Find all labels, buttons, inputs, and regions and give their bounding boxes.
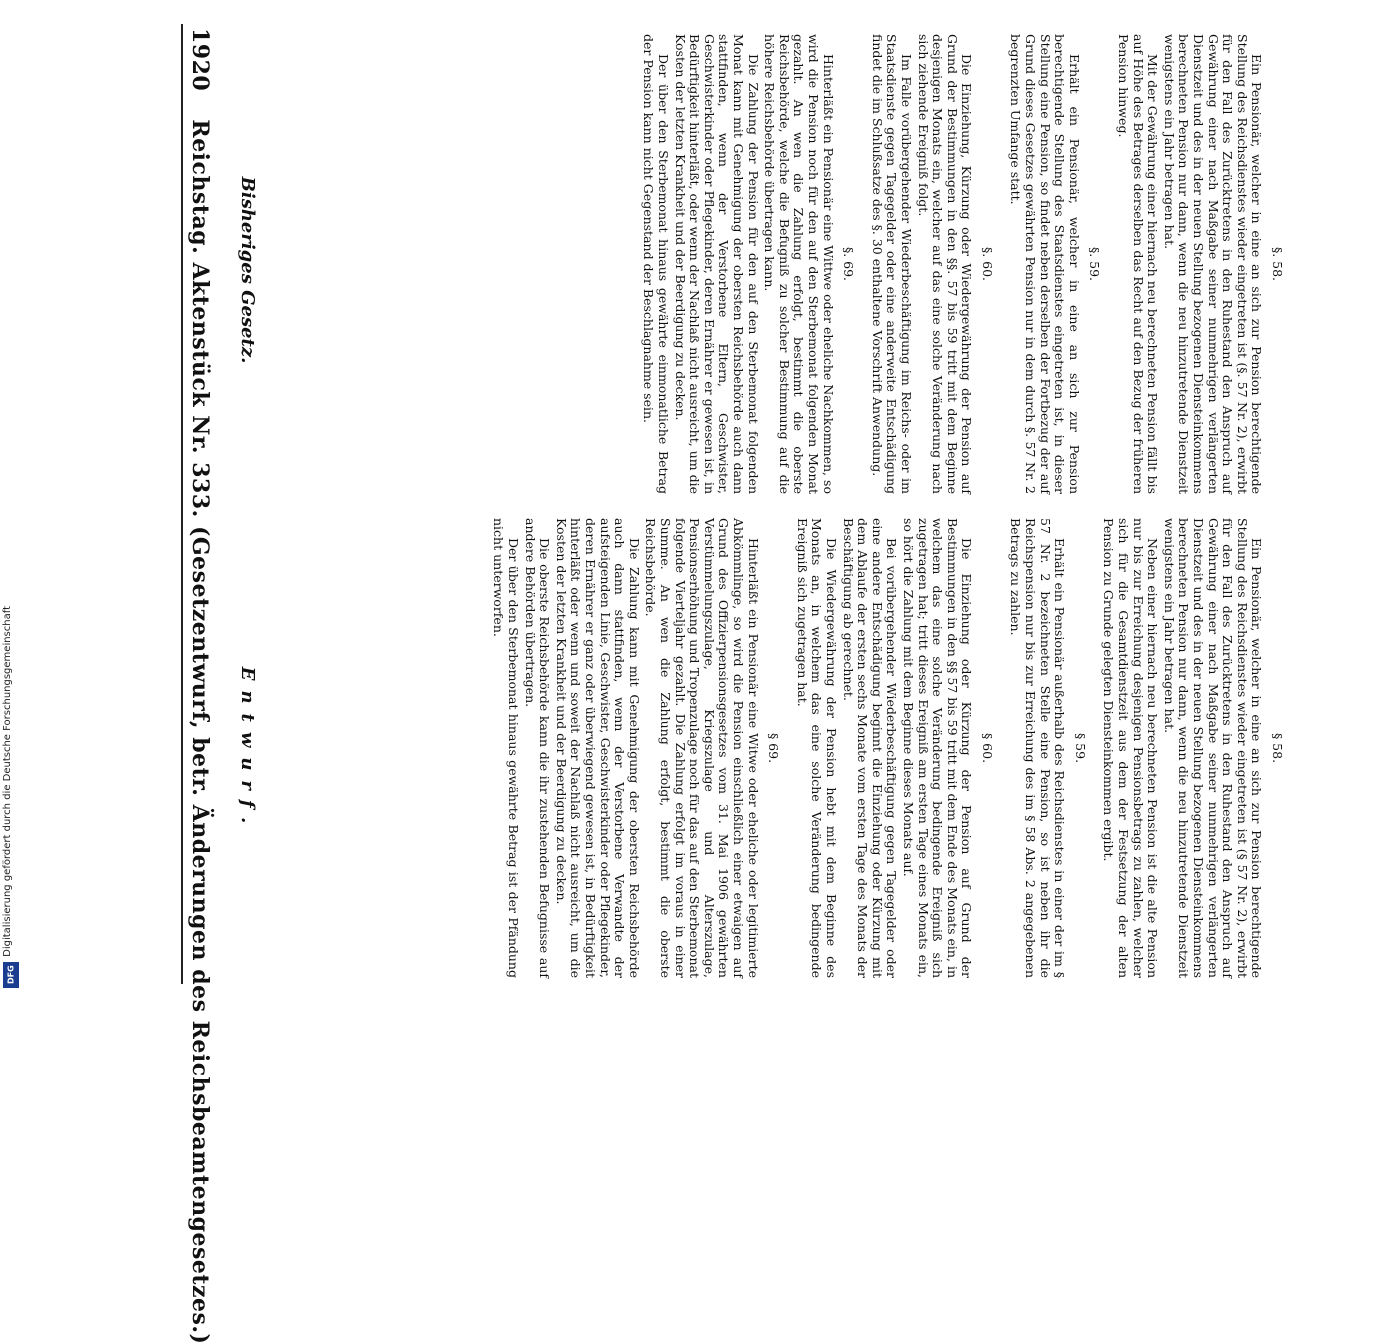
paragraph: Der über den Sterbemonat hinaus gewährte einmonatliche Betrag der Pension kann nicht Gegenstand der Beschlagnahme sein.: [641, 34, 672, 494]
left-column-title: Bisheriges Gesetz.: [237, 176, 258, 364]
paragraph: Erhält ein Pensionär außerhalb des Reichsdienstes in einer der im § 57 Nr. 2 bezeichneten Stelle eine Pension, so ist neben ihr die Reichspension nur bis zur Erreichung des im § 58 Abs. 2 angegebenen Betrags zu zahlen.: [1008, 518, 1068, 978]
paragraph: Im Falle vorübergehender Wiederbeschäftigung im Reichs- oder im Staatsdienste gegen Tagegelder oder eine anderweite Entschädigung findet die im Schlußsatze des §. 30 enthaltene Vorschrift Anwendung.: [869, 34, 914, 494]
paragraph: Die Einziehung oder Kürzung der Pension auf Grund der Bestimmungen in den §§ 57 bis 59 tritt mit dem Ende des Monats ein, in welchem das eine solche Veränderung bedingende Ereigniß sich zugetragen hat; tritt dieses Ereigniß am ersten Tage eines Monats ein, so hört die Zahlung mit dem Beginne dieses Monats auf.: [900, 518, 975, 978]
dfg-logo: DFG: [3, 962, 19, 988]
paragraph: Erhält ein Pensionär, welcher in eine an sich zur Pension berechtigende Stellung des Staatsdienstes eingetreten ist, in dieser Stellung eine Pension, so findet neben derselben der Fortbezug der auf Grund dieses Gesetzes gewährten Pension nur in dem durch §. 57 Nr. 2 begrenzten Umfange statt.: [1008, 34, 1082, 494]
section-heading: §. 59.: [1087, 246, 1103, 282]
section-heading: §. 69.: [841, 246, 857, 282]
section-heading: § 58.: [1270, 732, 1285, 764]
paragraph: Die Einziehung, Kürzung oder Wiedergewährung der Pension auf Grund der Bestimmungen in den §§. 57 bis 59 tritt mit dem Beginne desjenigen Monats ein, welcher auf das eine solche Veränderung nach sich ziehende Ereigniß folgt.: [915, 34, 975, 494]
paragraph: Ein Pensionär, welcher in eine an sich zur Pension berechtigende Stellung des Reichsdienstes wieder eingetreten ist (§ 57 Nr. 2), erwirbt für den Fall des Zurücktretens in den Ruhestand den Anspruch auf Gewährung einer nach Maßgabe seiner nunmehrigen verlängerten Dienstzeit und des in der neuen Stellung bezogenen Diensteinkommens berechneten Pension nur dann, wenn die neu hinzutretende Dienstzeit wenigstens ein Jahr betragen hat.: [1161, 518, 1265, 978]
digitization-credit: Digitalisierung gefördert durch die Deutsche Forschungsgemeinschaft: [2, 606, 13, 957]
header-rule: [181, 24, 183, 984]
right-column: [489, 518, 1298, 978]
page-header: [187, 28, 213, 1344]
paragraph: Die Zahlung der Pension für den auf den Sterbemonat folgenden Monat kann mit Genehmigung der obersten Reichsbehörde auch dann stattfinden, wenn der Verstorbene Eltern, Geschwister, Geschwisterkinder oder Pflegekinder, deren Ernährer er gewesen ist, in Bedürftigkeit hinterläßt, oder wenn der Nachlaß nicht ausreicht, um die Kosten der letzten Krankheit und der Beerdigung zu decken.: [672, 34, 761, 494]
paragraph: Die Zahlung kann mit Genehmigung der obersten Reichsbehörde auch dann stattfinden, wenn der Verstorbene Verwandte der aufsteigenden Linie, Geschwister, Geschwisterkinder oder Pflegekinder, deren Ernährer er ganz oder überwiegend gewesen ist, in Bedürftigkeit hinterläßt oder wenn und soweit der Nachlaß nicht ausreicht, um die Kosten der letzten Krankheit und der Beerdigung zu decken.: [553, 518, 642, 978]
paragraph: Der über den Sterbemonat hinaus gewährte Betrag ist der Pfändung nicht unterworfen.: [491, 518, 522, 978]
paragraph: Hinterläßt ein Pensionär eine Wittwe oder eheliche Nachkommen, so wird die Pension noch für den auf den Sterbemonat folgenden Monat gezahlt. An wen die Zahlung erfolgt, bestimmt die oberste Reichsbehörde, welche die Befugniß zu solcher Bestimmung auf die höhere Reichsbehörde übertragen kann.: [762, 34, 836, 494]
left-column: [639, 34, 1298, 494]
paragraph: Die Wiedergewährung der Pension hebt mit dem Beginne des Monats an, in welchem das eine solche Veränderung bedingende Ereigniß sich zugetragen hat.: [794, 518, 839, 978]
paragraph: Ein Pensionär, welcher in eine an sich zur Pension berechtigende Stellung des Reichsdienstes wieder eingetreten ist (§. 57 Nr. 2), erwirbt für den Fall des Zurücktretens in den Ruhestand den Anspruch auf Gewährung einer nach Maßgabe seiner nunmehrigen verlängerten Dienstzeit und des in der neuen Stellung bezogenen Diensteinkommens berechneten Pension nur dann, wenn die neu hinzutretende Dienstzeit wenigstens ein Jahr betragen hat.: [1161, 34, 1265, 494]
paragraph: Die oberste Reichsbehörde kann die ihr zustehenden Befugnisse auf andere Behörden übertragen.: [522, 518, 553, 978]
section-heading: §. 60.: [979, 246, 995, 282]
right-column-title: Entwurf.: [237, 666, 258, 834]
paragraph: Bei vorübergehender Wiederbeschäftigung gegen Tagegelder oder eine andere Entschädigung beginnt die Einziehung oder Kürzung mit dem Ablaufe der ersten sechs Monate vom ersten Tage des Monats der Beschäftigung ab gerechnet.: [840, 518, 900, 978]
section-heading: §. 58.: [1270, 246, 1285, 282]
section-heading: § 60.: [979, 732, 995, 764]
page-year: 1920: [187, 28, 213, 92]
paragraph: Mit der Gewährung einer hiernach neu berechneten Pension fällt bis auf Höhe des Betrages derselben das Recht auf den Bezug der früheren Pension hinweg.: [1116, 34, 1161, 494]
section-heading: § 69.: [766, 732, 782, 764]
paragraph: Hinterläßt ein Pensionär eine Witwe oder eheliche oder legitimierte Abkömmlinge, so wird die Pension einschließlich einer etwaigen auf Grund des Offizierpensionsgesetzes vom 31. Mai 1906 gewährten Verstümmelungszulage, Kriegszulage und Alterszulage, Pensionserhöhung und Tropenzulage noch für das auf den Sterbemonat folgende Vierteljahr gezahlt. Die Zahlung erfolgt im voraus in einer Summe. An wen die Zahlung erfolgt, bestimmt die oberste Reichsbehörde.: [643, 518, 761, 978]
paragraph: Neben einer hiernach neu berechneten Pension ist die alte Pension nur bis zur Erreichung desjenigen Pensionsbetrags zu zahlen, welcher sich für die Gesamtdienstzeit aus dem der Festsetzung der alten Pension zu Grunde gelegten Diensteinkommen ergibt.: [1101, 518, 1161, 978]
page-title: Reichstag. Aktenstück Nr. 333. (Gesetzentwurf, betr. Änderungen des Reichsbeamtengesetzes.): [187, 119, 213, 1344]
section-heading: § 59.: [1072, 732, 1088, 764]
